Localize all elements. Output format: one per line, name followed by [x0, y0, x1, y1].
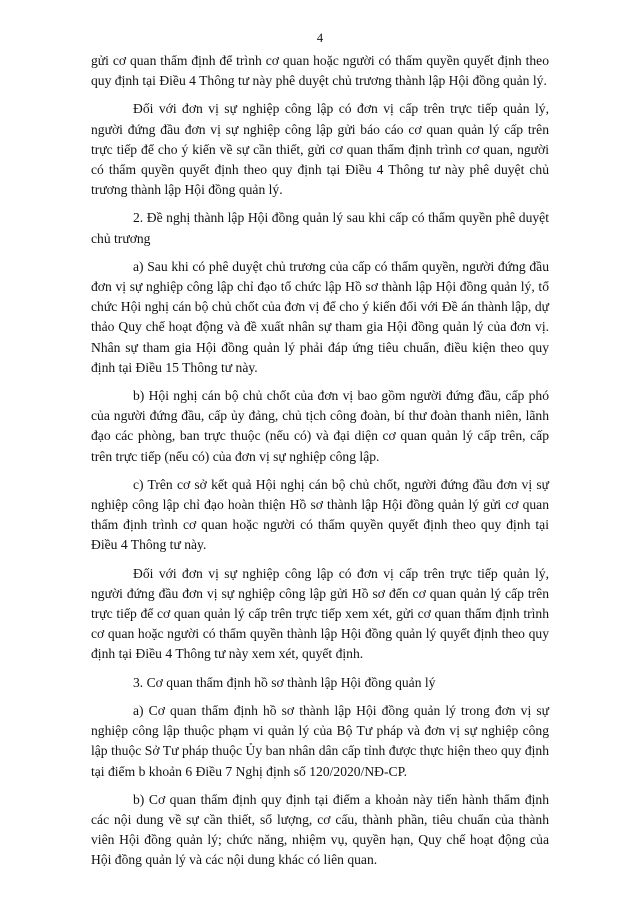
- document-body: [91, 51, 549, 879]
- paragraph: c) Trên cơ sở kết quả Hội nghị cán bộ chủ chốt, người đứng đầu đơn vị sự nghiệp công lập chỉ đạo hoàn thiện Hồ sơ thành lập Hội đồng quản lý gửi cơ quan thẩm định trình cơ quan hoặc người có thẩm quyền quyết định theo quy định tại Điều 4 Thông tư này.: [91, 476, 549, 553]
- paragraph: a) Sau khi có phê duyệt chủ trương của cấp có thẩm quyền, người đứng đầu đơn vị sự nghiệp công lập chỉ đạo tổ chức lập Hồ sơ thành lập Hội đồng quản lý, tổ chức Hội nghị cán bộ chủ chốt của đơn vị để cho ý kiến đối với Đề án thành lập, dự thảo Quy chế hoạt động và đề xuất nhân sự tham gia Hội đồng quản lý của đơn vị. Nhân sự tham gia Hội đồng quản lý phải đáp ứng tiêu chuẩn, điều kiện theo quy định tại Điều 15 Thông tư này.: [91, 258, 549, 375]
- paragraph: b) Cơ quan thẩm định quy định tại điểm a khoản này tiến hành thẩm định các nội dung về sự cần thiết, số lượng, cơ cấu, thành phần, tiêu chuẩn của thành viên Hội đồng quản lý; chức năng, nhiệm vụ, quyền hạn, Quy chế hoạt động của Hội đồng quản lý và các nội dung khác có liên quan.: [91, 791, 549, 868]
- paragraph-continuation: gửi cơ quan thẩm định để trình cơ quan hoặc người có thẩm quyền quyết định theo quy định tại Điều 4 Thông tư này phê duyệt chủ trương thành lập Hội đồng quản lý.: [91, 53, 549, 89]
- section-heading: 3. Cơ quan thẩm định hồ sơ thành lập Hội đồng quản lý: [133, 674, 436, 690]
- paragraph: Đối với đơn vị sự nghiệp công lập có đơn vị cấp trên trực tiếp quản lý, người đứng đầu đơn vị sự nghiệp công lập gửi Hồ sơ đến cơ quan quản lý cấp trên trực tiếp để cơ quan quản lý cấp trên trực tiếp xem xét, gửi cơ quan thẩm định trình cơ quan hoặc người có thẩm quyền thành lập Hội đồng quản lý quyết định theo quy định tại Điều 4 Thông tư này xem xét, quyết định.: [91, 565, 549, 662]
- paragraph: a) Cơ quan thẩm định hồ sơ thành lập Hội đồng quản lý trong đơn vị sự nghiệp công lập thuộc phạm vi quản lý của Bộ Tư pháp và đơn vị sự nghiệp công lập thuộc Sở Tư pháp thuộc Ủy ban nhân dân cấp tỉnh được thực hiện theo quy định tại điểm b khoản 6 Điều 7 Nghị định số 120/2020/NĐ-CP.: [91, 702, 549, 779]
- paragraph: b) Hội nghị cán bộ chủ chốt của đơn vị bao gồm người đứng đầu, cấp phó của người đứng đầu, cấp ủy đảng, chủ tịch công đoàn, bí thư đoàn thanh niên, lãnh đạo các phòng, ban trực thuộc (nếu có) và đại diện cơ quan quản lý cấp trên, cấp trên trực tiếp (nếu có) của đơn vị sự nghiệp công lập.: [91, 388, 549, 464]
- paragraph: Đối với đơn vị sự nghiệp công lập có đơn vị cấp trên trực tiếp quản lý, người đứng đầu đơn vị sự nghiệp công lập gửi báo cáo cơ quan quản lý cấp trên trực tiếp để cho ý kiến về sự cần thiết, gửi cơ quan thẩm định trình cơ quan, người có thẩm quyền quyết định theo quy định tại Điều 4 Thông tư này phê duyệt chủ trương thành lập Hội đồng quản lý.: [91, 101, 549, 198]
- section-heading: 2. Đề nghị thành lập Hội đồng quản lý sau khi cấp có thẩm quyền phê duyệt chủ trương: [91, 210, 549, 246]
- page-number: 4: [316, 31, 324, 45]
